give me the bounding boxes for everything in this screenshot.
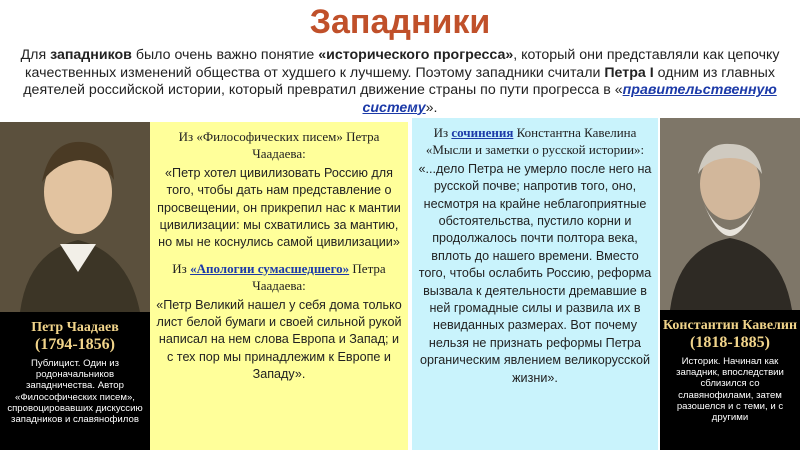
intro-bold-1: западников	[50, 47, 132, 63]
intro-text-5: ».	[425, 99, 438, 116]
intro-text-1: Для	[20, 47, 51, 63]
chaadaev-caption	[0, 312, 150, 450]
chaadaev-name: Петр Чаадаев	[31, 320, 119, 335]
kavelin-quote-box	[412, 118, 658, 450]
chaadaev-quote-1: «Петр хотел цивилизовать Россию для того, чтобы дать нам представление о просвещении, он прикрепил нас к мантии цивилизации: мы схватились за мантию, но мы не коснулись самой цивилизации»	[157, 165, 401, 250]
intro-link-system[interactable]: правительственную систему	[362, 82, 777, 116]
chaadaev-source-2-prefix: Из	[172, 260, 191, 276]
kavelin-description: Историк. Начинал как западник, впоследствии сблизился со славянофилами, затем разошелся и с теми, и с другими	[676, 356, 784, 424]
kavelin-source-suffix: Константна Кавелина «Мысли и заметки о русской истории»:	[425, 125, 645, 158]
chaadaev-source-2	[156, 260, 402, 295]
kavelin-portrait-drawing	[660, 118, 800, 310]
page-title: Западники	[309, 3, 491, 41]
kavelin-portrait	[660, 118, 800, 310]
intro-text-2: было очень важно понятие	[131, 47, 319, 63]
intro-text-4: одним из главных деятелей российской истории, который превратил движение страны по пути прогресса в «	[23, 64, 775, 98]
chaadaev-description: Публицист. Один из родоначальников западничества. Автор «Философических писем», спровоцировавших дискуссию западников и славянофилов	[7, 358, 143, 426]
chaadaev-quote-2: «Петр Великий нашел у себя дома только лист белой бумаги и своей сильной рукой написал на нем слова Европа и Запад; и с тех пор мы принадлежим к Европе и Западу».	[156, 297, 402, 382]
chaadaev-quotes-box	[150, 122, 408, 450]
chaadaev-portrait-drawing	[0, 122, 150, 312]
kavelin-work-link[interactable]: сочинения	[451, 125, 514, 140]
apology-link[interactable]: «Апологии сумасшедшего»	[190, 260, 350, 276]
intro-peter-highlight: Петра I	[604, 64, 654, 81]
kavelin-caption	[660, 310, 800, 450]
chaadaev-years: (1794-1856)	[35, 336, 115, 353]
kavelin-source	[418, 124, 652, 159]
intro-bold-2: «исторического прогресса»	[318, 47, 514, 63]
intro-paragraph	[8, 47, 792, 117]
kavelin-quote: «...дело Петра не умерло после него на русской почве; напротив того, оно, несмотря на крайне неблагоприятные обстоятельства, пустило корни и продолжалось почти полтора века, вплоть до нашего времени. Вместо того, чтобы ослабить Россию, реформа вызвала к деятельности дремавшие в ней громадные силы и развила их в невиданных размерах. Вот почему нельзя не признать реформы Петра органическим явлением великорусской жизни».	[418, 161, 652, 385]
kavelin-source-prefix: Из	[433, 125, 452, 140]
kavelin-years: (1818-1885)	[690, 334, 770, 351]
intro-text-3: , который они представляли как цепочку качественных изменений общества от худшего к лучшему. Поэтому западники считали	[25, 47, 780, 81]
chaadaev-source-1: Из «Философических писем» Петра Чаадаева:	[178, 129, 380, 162]
chaadaev-source-2-suffix: Петра Чаадаева:	[252, 260, 386, 294]
kavelin-name: Константин Кавелин	[662, 318, 798, 333]
chaadaev-portrait	[0, 122, 150, 312]
